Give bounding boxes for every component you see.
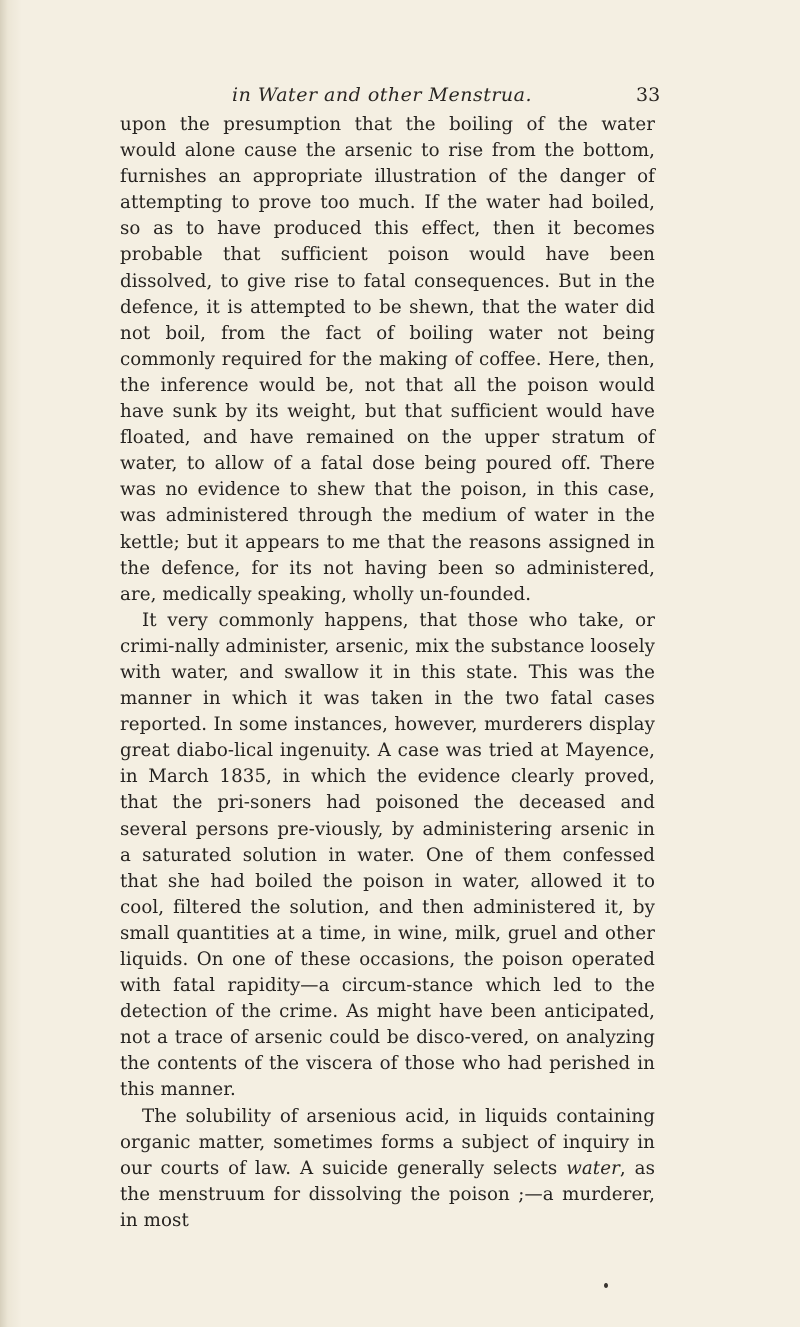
body-text — [120, 112, 655, 1234]
paragraph-3-text-a: The solubility of arsenious acid, in liquids containing organic matter, sometimes forms a subject of inquiry in our courts of law. A suicide generally selects — [120, 1105, 655, 1179]
paragraph-3-text-b: , as the menstruum for dissolving the poison ;—a murderer, in most — [120, 1157, 656, 1231]
page-header — [0, 84, 800, 114]
running-title: in Water and other Menstrua. — [232, 84, 533, 106]
paragraph-3 — [120, 1104, 655, 1234]
paragraph-3-italic-word: water — [566, 1157, 620, 1179]
ink-speck — [604, 1283, 608, 1288]
paragraph-1: upon the presumption that the boiling of the water would alone cause the arsenic to rise from the bottom, furnishes an appropriate illustration of the danger of attempting to prove too much. If the water had boiled, so as to have produced this effect, then it becomes probable that sufficient poison would have been dissolved, to give rise to fatal consequences. But in the defence, it is attempted to be shewn, that the water did not boil, from the fact of boiling water not being commonly required for the making of coffee. Here, then, the inference would be, not that all the poison would have sunk by its weight, but that sufficient would have floated, and have remained on the upper stratum of water, to allow of a fatal dose being poured off. There was no evidence to shew that the poison, in this case, was administered through the medium of water in the kettle; but it appears to me that the reasons assigned in the defence, for its not having been so administered, are, medically speaking, wholly un-founded. — [120, 114, 655, 605]
page-number: 33 — [636, 84, 661, 106]
paragraph-2: It very commonly happens, that those who take, or crimi-nally administer, arsenic, mix the substance loosely with water, and swallow it in this state. This was the manner in which it was taken in the two fatal cases reported. In some instances, however, murderers display great diabo-lical ingenuity. A case was tried at Mayence, in March 1835, in which the evidence clearly proved, that the pri-soners had poisoned the deceased and several persons pre-viously, by administering arsenic in a saturated solution in water. One of them confessed that she had boiled the poison in water, allowed it to cool, filtered the solution, and then administered it, by small quantities at a time, in wine, milk, gruel and other liquids. On one of these occasions, the poison operated with fatal rapidity—a circum-stance which led to the detection of the crime. As might have been anticipated, not a trace of arsenic could be disco-vered, on analyzing the contents of the viscera of those who had perished in this manner. — [120, 609, 655, 1101]
